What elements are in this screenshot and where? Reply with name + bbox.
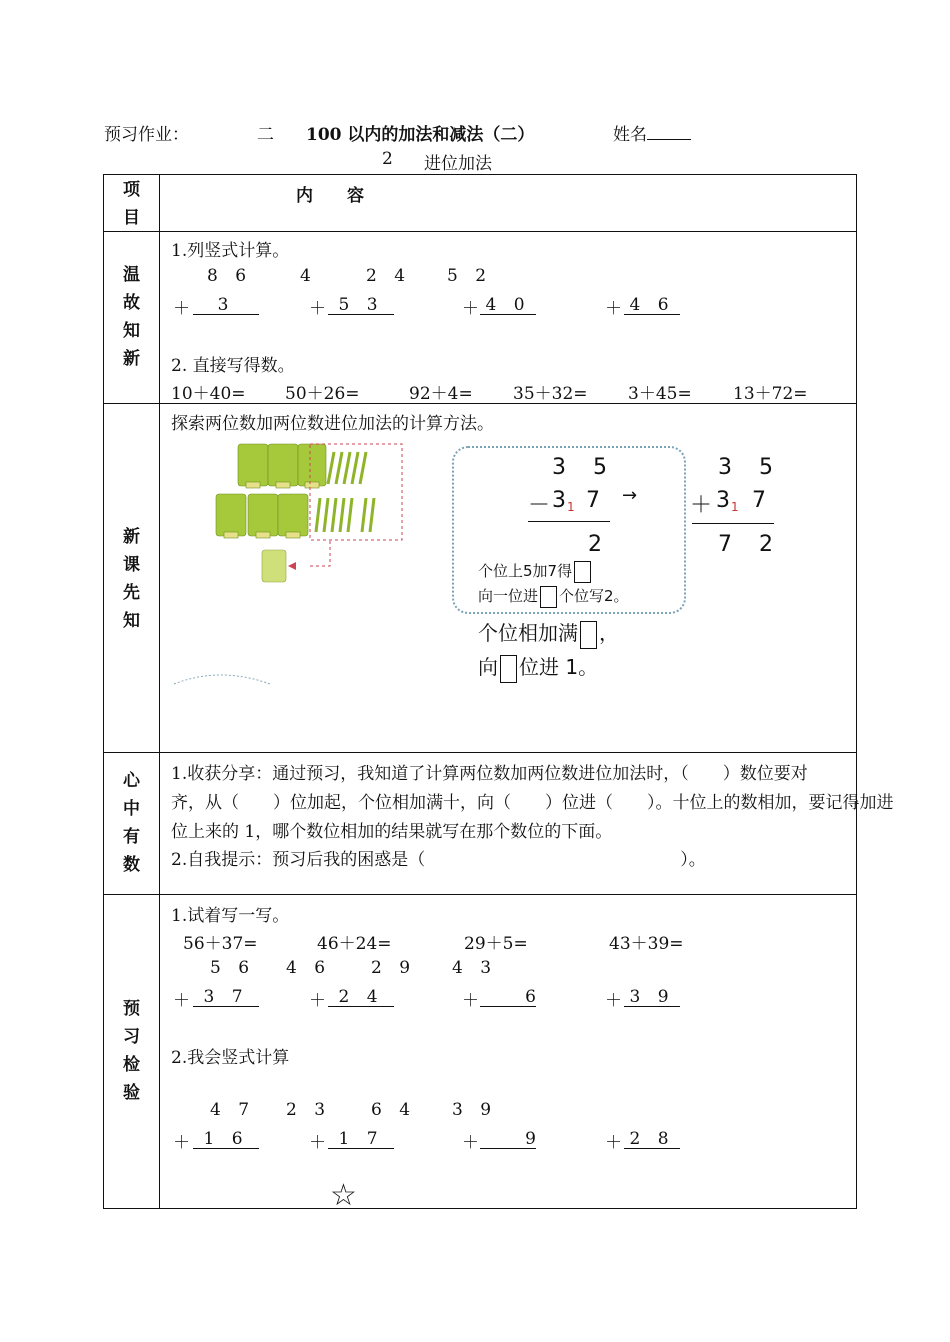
- vertical-top: 2 3: [286, 1100, 332, 1120]
- fig-b-result: 7 2: [718, 532, 783, 557]
- vertical-top: 3 9: [452, 1100, 498, 1120]
- equation: 29＋5=: [464, 934, 528, 954]
- vertical-bottom: 4 6: [624, 296, 680, 315]
- counting-sticks-illustration: [170, 438, 410, 688]
- plus-sign: ＋: [605, 299, 622, 319]
- fig-b-rule: [692, 523, 774, 524]
- unit-number: 二: [257, 125, 274, 145]
- vertical-top: 2 9: [371, 958, 417, 978]
- plus-sign: ＋: [605, 991, 622, 1011]
- section-label-summary: 心 中 有 数: [123, 771, 140, 875]
- name-field[interactable]: [613, 120, 691, 145]
- vertical-bottom: 1 7: [328, 1130, 394, 1149]
- vertical-top: 5 6: [210, 958, 256, 978]
- vertical-bottom: 2 4: [328, 988, 394, 1007]
- practice-question-2: 2.我会竖式计算: [171, 1048, 290, 1068]
- fig-a-tens: 3: [552, 488, 566, 513]
- vertical-top: 4 7: [210, 1100, 256, 1120]
- fig-a-top: 3 5: [552, 455, 617, 480]
- arrow-icon: →: [622, 485, 638, 506]
- vertical-bottom: 6: [480, 988, 536, 1007]
- stick-bundle: [268, 444, 298, 488]
- section-label-new-lesson: 新 课 先 知: [123, 527, 140, 631]
- plus-sign: ＋: [605, 1133, 622, 1153]
- plus-sign: ＋: [173, 299, 190, 319]
- vertical-top: 4 6: [286, 958, 332, 978]
- rule-line-1: 个位相加满 ，: [478, 617, 619, 649]
- equation: 92＋4=: [409, 384, 473, 404]
- fig-a-carry: 1: [567, 500, 575, 514]
- vertical-bottom: 3 7: [193, 988, 259, 1007]
- fig-a-ones: 7: [586, 488, 600, 513]
- vertical-bottom: 9: [480, 1130, 536, 1149]
- new-bundle: [262, 550, 286, 582]
- practice-question-1: 1.试着写一写。: [171, 906, 290, 926]
- stick-bundle: [216, 494, 246, 538]
- fig-note-line-1: 个位上5加7得: [478, 560, 593, 583]
- fig-a-operator: －: [528, 493, 551, 518]
- section-label-practice: 预 习 检 验: [123, 999, 140, 1103]
- plus-sign: ＋: [309, 1133, 326, 1153]
- plus-sign: ＋: [173, 1133, 190, 1153]
- fig-b-carry: 1: [731, 500, 739, 514]
- answer-box[interactable]: [580, 621, 597, 649]
- star-icon: ☆: [330, 1178, 357, 1213]
- answer-box[interactable]: [540, 586, 557, 608]
- fig-b-operator: ＋: [690, 493, 713, 518]
- equation: 13＋72=: [733, 384, 808, 404]
- equation: 35＋32=: [513, 384, 588, 404]
- plus-sign: ＋: [462, 1133, 479, 1153]
- name-label: 姓名: [613, 125, 647, 145]
- vertical-top: 6 4: [371, 1100, 417, 1120]
- summary-line-2: 齐，从（ ）位加起，个位相加满十，向（ ）位进（ ）。十位上的数相加，要记得加进: [171, 793, 894, 813]
- answer-box[interactable]: [500, 655, 517, 683]
- page-title: 100 以内的加法和减法（二）: [306, 125, 535, 145]
- column-header-item: 项 目: [123, 180, 140, 228]
- section-intro: 探索两位数加两位数进位加法的计算方法。: [171, 414, 494, 434]
- equation: 3＋45=: [628, 384, 692, 404]
- equation: 10＋40=: [171, 384, 246, 404]
- vertical-bottom: 1 6: [193, 1130, 259, 1149]
- summary-line-1: 1.收获分享：通过预习，我知道了计算两位数加两位数进位加法时，（ ）数位要对: [171, 764, 808, 784]
- lesson-number: 2: [382, 149, 393, 169]
- column-header-content: 内 容: [296, 186, 364, 206]
- stick-bundle: [278, 494, 308, 538]
- name-blank[interactable]: [647, 123, 691, 140]
- vertical-bottom: 3 9: [624, 988, 680, 1007]
- plus-sign: ＋: [462, 299, 479, 319]
- vertical-bottom: 3: [193, 296, 259, 315]
- stick-bundle: [298, 444, 326, 488]
- vertical-bottom: 4 0: [480, 296, 536, 315]
- plus-sign: ＋: [173, 991, 190, 1011]
- question-2-title: 2. 直接写得数。: [171, 356, 295, 376]
- plus-sign: ＋: [462, 991, 479, 1011]
- plus-sign: ＋: [309, 299, 326, 319]
- stick-bundle: [238, 444, 268, 488]
- vertical-top: 8 6: [207, 266, 253, 286]
- header-label: 预习作业：: [104, 125, 189, 145]
- fig-b-ones: 7: [752, 488, 766, 513]
- stick-bundle: [248, 494, 278, 538]
- answer-box[interactable]: [574, 561, 591, 583]
- fig-a-result: 2: [588, 532, 602, 557]
- equation: 46＋24=: [317, 934, 392, 954]
- vertical-top: 4: [300, 266, 317, 286]
- summary-line-3: 位上来的 1，哪个数位相加的结果就写在那个数位的下面。: [171, 822, 613, 842]
- summary-line-4: 2.自我提示：预习后我的困惑是（ ）。: [171, 850, 706, 870]
- question-1-title: 1.列竖式计算。: [171, 241, 290, 261]
- equation: 43＋39=: [609, 934, 684, 954]
- vertical-top: 4 3: [452, 958, 498, 978]
- rule-line-2: 向 位进 1。: [478, 651, 598, 683]
- plus-sign: ＋: [309, 991, 326, 1011]
- fig-note-line-2: 向一位进 个位写2。: [478, 585, 629, 608]
- vertical-bottom: 5 3: [328, 296, 394, 315]
- fig-b-tens: 3: [716, 488, 730, 513]
- equation: 50＋26=: [285, 384, 360, 404]
- equation: 56＋37=: [183, 934, 258, 954]
- fig-b-top: 3 5: [718, 455, 783, 480]
- fig-a-rule: [528, 521, 610, 522]
- vertical-top: 2 4: [366, 266, 412, 286]
- vertical-bottom: 2 8: [624, 1130, 680, 1149]
- vertical-top: 5 2: [447, 266, 493, 286]
- section-label-review: 温 故 知 新: [123, 265, 140, 369]
- lesson-title: 进位加法: [424, 154, 492, 174]
